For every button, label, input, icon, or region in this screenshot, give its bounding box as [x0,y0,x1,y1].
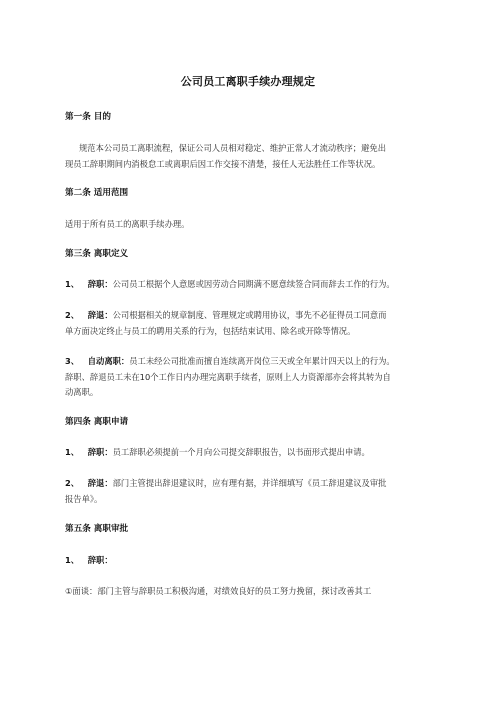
item-text: 员工辞职必须提前一个月向公司提交辞职报告，以书面形式提出申请。 [112,447,370,457]
item-text: 员工未经公司批准而擅自连续离开岗位三天或全年累计四天以上的行为。 [129,356,395,366]
item-term: 辞退： [87,310,113,320]
paragraph-line: 辞职、辞退员工未在10个工作日内办理完离职手续者，原则上人力资源部亦会将其转为自 [65,372,391,382]
item-text: 公司员工根据个人意愿或因劳动合同期满不愿意续签合同而辞去工作的行为。 [112,279,395,289]
list-item [65,555,113,566]
item-number: 1、 [65,447,80,457]
item-number: 3、 [65,356,80,366]
section-heading-purpose: 第一条 目的 [65,112,111,122]
document-title: 公司员工离职手续办理规定 [180,75,316,88]
paragraph-line: 报告单》。 [65,494,103,504]
item-term: 自动离职： [87,356,130,366]
item-term: 辞职： [87,279,113,289]
item-number: 2、 [65,310,80,320]
paragraph-line: 现员工辞职期间内消极怠工或离职后因工作交接不清楚，接任人无法胜任工作等状况。 [65,159,381,169]
section-heading-scope: 第二条 适用范围 [65,188,129,198]
item-number: 1、 [65,279,80,289]
item-text: 公司根据相关的规章制度、管理规定或聘用协议，事先不必征得员工同意而 [112,310,387,320]
paragraph-line: ①面谈：部门主管与辞职员工积极沟通，对绩效良好的员工努力挽留，探讨改善其工 [65,586,372,596]
list-item [65,279,395,290]
item-number: 2、 [65,478,80,488]
list-item [65,447,370,458]
item-number: 1、 [65,555,80,565]
section-heading-definition: 第三条 离职定义 [65,249,129,259]
item-term: 辞职： [87,447,113,457]
item-text: 部门主管提出辞退建议时，应有理有据，并详细填写《员工辞退建议及审批 [112,478,387,488]
item-term: 辞职： [87,555,113,565]
paragraph-line: 单方面决定终止与员工的聘用关系的行为，包括结束试用、除名或开除等情况。 [65,326,356,336]
paragraph-line: 规范本公司员工离职流程，保证公司人员相对稳定、维护正常人才流动秩序；避免出 [79,143,386,153]
list-item [65,478,386,489]
paragraph-line: 动离职。 [65,387,99,397]
section-heading-application: 第四条 离职申请 [65,417,129,427]
section-heading-approval: 第五条 离职审批 [65,524,129,534]
paragraph-line: 适用于所有员工的离职手续办理。 [65,219,190,229]
item-term: 辞退： [87,478,113,488]
list-item [65,310,386,321]
list-item [65,356,395,367]
